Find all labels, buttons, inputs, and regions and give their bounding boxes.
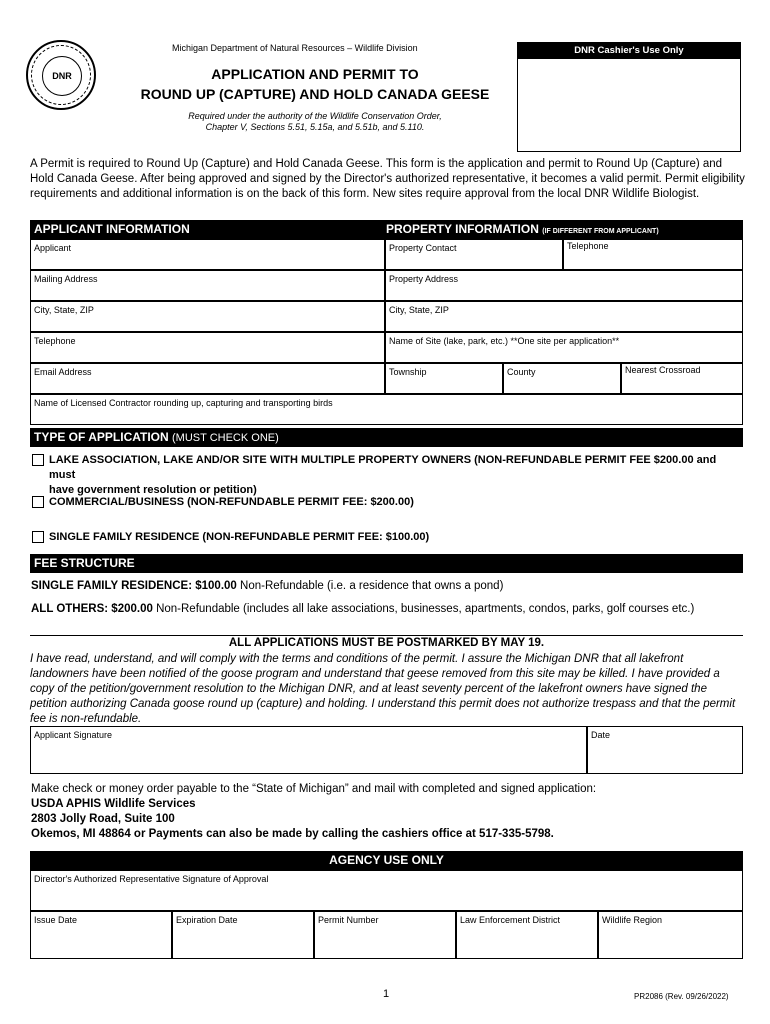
- lake-association-checkbox[interactable]: [32, 454, 44, 466]
- seal-center: [42, 56, 82, 96]
- applicant-label: Applicant: [34, 243, 72, 253]
- property-telephone-field[interactable]: [563, 239, 743, 270]
- wildlife-region-field[interactable]: [598, 911, 743, 959]
- property-address-field[interactable]: [385, 270, 743, 301]
- certification-text: I have read, understand, and will comply with the terms and conditions of the permit. I assure the Michigan DNR that all lakefront landowners have been notified of the goose program and understand that geese removed from this site may be killed. I have provided a copy of the petition/government resolution to the Michigan DNR, and at least seventy percent of the lakefront owners have signed the petition authorizing Canada goose round up (capture) and holding. I understand this permit does not authorize trespass and that the permit fee is non-refundable.: [30, 653, 736, 725]
- payment-street: 2803 Jolly Road, Suite 100: [31, 813, 175, 825]
- director-signature-field[interactable]: [30, 870, 743, 911]
- fee-others-label: ALL OTHERS:: [31, 603, 109, 615]
- option3-label: SINGLE FAMILY RESIDENCE (NON-REFUNDABLE PERMIT FEE: $100.00): [49, 531, 430, 543]
- property-address-label: Property Address: [389, 274, 459, 284]
- region-label: Wildlife Region: [602, 915, 663, 925]
- county-field[interactable]: [503, 363, 621, 394]
- site-name-field[interactable]: [385, 332, 743, 363]
- property-heading-note: (IF DIFFERENT FROM APPLICANT): [542, 228, 659, 235]
- type-heading: TYPE OF APPLICATION: [34, 430, 169, 444]
- fee-header-bar: [30, 554, 743, 573]
- property-city-field[interactable]: [385, 301, 743, 332]
- form-title-line1: APPLICATION AND PERMIT TO: [211, 66, 419, 82]
- option1-line1: LAKE ASSOCIATION, LAKE AND/OR SITE WITH MULTIPLE PROPERTY OWNERS (NON-REFUNDABLE PERMIT FEE $200.00 and must: [49, 454, 717, 481]
- option-single-family[interactable]: [32, 530, 429, 545]
- director-label: Director's Authorized Representative Signature of Approval: [34, 874, 269, 884]
- payment-instructions: Make check or money order payable to the “State of Michigan” and mail with completed and signed application:: [31, 783, 597, 795]
- divider: [30, 635, 743, 636]
- crossroad-label: Nearest Crossroad: [625, 365, 701, 375]
- township-field[interactable]: [385, 363, 503, 394]
- fee-single-text: Non-Refundable (i.e. a residence that owns a pond): [240, 580, 504, 592]
- date-label: Date: [591, 730, 611, 740]
- applicant-telephone-field[interactable]: [30, 332, 385, 363]
- email-label: Email Address: [34, 367, 92, 377]
- single-family-checkbox[interactable]: [32, 531, 44, 543]
- email-field[interactable]: [30, 363, 385, 394]
- law-enforcement-district-field[interactable]: [456, 911, 598, 959]
- fee-single-family: [31, 579, 743, 594]
- crossroad-field[interactable]: [621, 363, 743, 394]
- applicant-field[interactable]: [30, 239, 385, 270]
- fee-single-amount: $100.00: [195, 580, 237, 592]
- form-number: PR2086 (Rev. 09/26/2022): [634, 992, 729, 1001]
- property-city-label: City, State, ZIP: [389, 305, 449, 315]
- property-contact-field[interactable]: [385, 239, 563, 270]
- county-label: County: [507, 367, 536, 377]
- issue-date-label: Issue Date: [34, 915, 78, 925]
- seal-text: DNR: [52, 71, 72, 81]
- option-lake-association[interactable]: [32, 453, 744, 498]
- mailing-address-field[interactable]: [30, 270, 385, 301]
- authority-line1: Required under the authority of the Wildlife Conservation Order,: [188, 111, 442, 121]
- applicant-city-label: City, State, ZIP: [34, 305, 94, 315]
- applicant-city-field[interactable]: [30, 301, 385, 332]
- payment-org: USDA APHIS Wildlife Services: [31, 798, 196, 810]
- type-header-bar: [30, 428, 743, 447]
- permit-number-field[interactable]: [314, 911, 456, 959]
- page-number: 1: [383, 988, 390, 1000]
- property-contact-label: Property Contact: [389, 243, 457, 253]
- intro-text: A Permit is required to Round Up (Capture) and Hold Canada Geese. This form is the application and permit to Round Up (Capture) and Hold Canada Geese. After being approved and signed by the Director's authorized representative, it becomes a valid permit. Permit eligibility requirements and additional information is on the back of this form. New sites require approval from the local DNR Wildlife Biologist.: [30, 158, 745, 200]
- expiration-date-label: Expiration Date: [176, 915, 238, 925]
- postmark-notice: ALL APPLICATIONS MUST BE POSTMARKED BY MAY 19.: [228, 637, 545, 649]
- cashier-box: [517, 42, 741, 152]
- fee-single-label: SINGLE FAMILY RESIDENCE:: [31, 580, 193, 592]
- signature-label: Applicant Signature: [34, 730, 113, 740]
- fee-others-amount: $200.00: [111, 603, 153, 615]
- option2-label: COMMERCIAL/BUSINESS (NON-REFUNDABLE PERMIT FEE: $200.00): [49, 496, 414, 508]
- fee-all-others: [31, 602, 743, 617]
- form-title-line2: ROUND UP (CAPTURE) AND HOLD CANADA GEESE: [140, 86, 490, 102]
- commercial-checkbox[interactable]: [32, 496, 44, 508]
- property-heading-wrap: [386, 220, 659, 241]
- applicant-telephone-label: Telephone: [34, 336, 76, 346]
- issue-date-field[interactable]: [30, 911, 172, 959]
- signature-date-field[interactable]: [587, 726, 743, 774]
- payment-city-phone: Okemos, MI 48864 or Payments can also be made by calling the cashiers office at 517-335-5798.: [31, 828, 554, 840]
- type-heading-note: (MUST CHECK ONE): [172, 432, 279, 444]
- township-label: Township: [389, 367, 427, 377]
- contractor-label: Name of Licensed Contractor rounding up, capturing and transporting birds: [34, 398, 333, 408]
- fee-others-text: Non-Refundable (includes all lake associations, businesses, apartments, condos, parks, golf courses etc.): [156, 603, 695, 615]
- dnr-seal-logo: [26, 40, 96, 110]
- applicant-heading: APPLICANT INFORMATION: [34, 222, 190, 236]
- contractor-field[interactable]: [30, 394, 743, 425]
- property-heading: PROPERTY INFORMATION: [386, 222, 539, 236]
- info-header-bar: [30, 220, 743, 239]
- authority-line2: Chapter V, Sections 5.51, 5.15a, and 5.51b, and 5.110.: [205, 122, 425, 132]
- district-label: Law Enforcement District: [460, 915, 561, 925]
- option1-line2: have government resolution or petition): [49, 484, 257, 496]
- agency-use-header: [30, 851, 743, 870]
- site-name-label: Name of Site (lake, park, etc.) **One site per application**: [389, 336, 620, 346]
- expiration-date-field[interactable]: [172, 911, 314, 959]
- fee-heading: FEE STRUCTURE: [34, 556, 135, 570]
- cashier-box-label: DNR Cashier's Use Only: [518, 43, 740, 59]
- applicant-signature-field[interactable]: [30, 726, 587, 774]
- agency-use-heading: AGENCY USE ONLY: [329, 853, 444, 867]
- property-telephone-label: Telephone: [567, 241, 609, 251]
- option-commercial[interactable]: [32, 495, 414, 510]
- agency-name: Michigan Department of Natural Resources – Wildlife Division: [172, 43, 418, 53]
- permit-number-label: Permit Number: [318, 915, 379, 925]
- mailing-label: Mailing Address: [34, 274, 98, 284]
